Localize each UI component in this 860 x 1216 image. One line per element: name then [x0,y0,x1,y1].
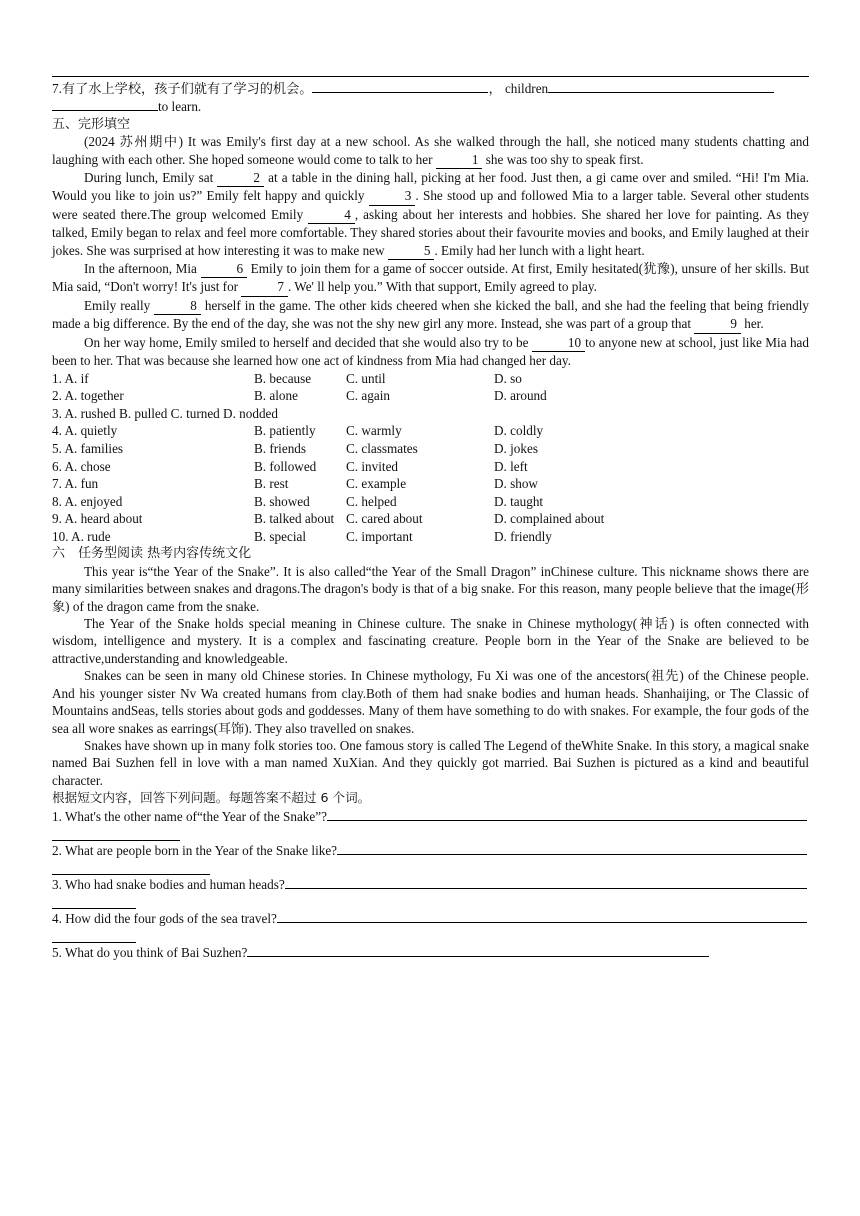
blank-number-7[interactable]: 7 [241,278,288,296]
instruction: 根据短文内容，回答下列问题。每题答案不超过 6 个词。 [52,790,371,806]
section-5-heading: 五、完形填空 [52,116,131,132]
blank-number-4[interactable]: 4 [308,206,355,224]
reading-paragraph: This year is“the Year of the Snake”. It is also called“the Year of the Small Dragon” inChinese culture. This nickname shows there are many similarities between snakes and dragons.The dragon's body is that of a big snake. For this reason, many people believe that the image(形象) of the dragon came from the snake. [52,563,809,614]
question-text: 5. What do you think of Bai Suzhen? [52,944,248,960]
option-cell: C. until [346,370,386,386]
blank-number-2[interactable]: 2 [217,169,264,187]
word-children: children [504,81,549,96]
answer-line[interactable] [247,943,709,957]
option-row [52,440,809,458]
option-cell: D. complained about [494,511,605,527]
paragraph-text: . She stood up and followed Mia to a larger table. Several other students were seated there.The group welcomed Emily [52,188,809,222]
blank-number-10[interactable]: 10 [532,334,585,352]
answer-line[interactable] [277,909,807,923]
cloze-paragraph [52,334,809,370]
option-cell: B. followed [254,458,317,474]
option-cell: B. alone [254,388,298,404]
paragraph-text: During lunch, Emily sat [84,170,218,186]
blank-number-9[interactable]: 9 [694,315,741,333]
option-cell: 2. A. together [52,388,124,404]
blank-number-1[interactable]: 1 [436,151,483,169]
option-cell: B. talked about [254,511,335,527]
paragraph-text: at a table in the dining hall, picking at her food. Just then, a gi came over and smiled. “Hi! I'm Mia. Would you like to join us?” Emily felt happy and quickly [52,170,809,204]
item-7-line2 [52,97,809,115]
option-row [52,493,809,511]
paragraph-text: Emily to join them for a game of soccer outside. At first, Emily hesitated(犹豫), unsure of her skills. But Mia said, “Don't worry! It's just for [52,261,809,295]
option-row [52,457,809,475]
answer-line[interactable] [327,807,807,821]
blank-number-6[interactable]: 6 [201,260,248,278]
option-cell: D. taught [494,493,544,509]
option-cell: C. invited [346,458,399,474]
option-cell: B. special [254,528,307,544]
option-cell: B. patiently [254,423,316,439]
paragraph-text: herself in the game. The other kids cheered when she kicked the ball, and she had the feeling that being friendly made a big difference. By the end of the day, she was not the shy new girl any more. Instead, she was part of a group that [52,297,809,332]
answer-line[interactable] [337,841,807,855]
option-cell: C. cared about [346,511,423,527]
question-text: 2. What are people born in the Year of the Snake like? [52,842,338,858]
option-cell: C. important [346,528,413,544]
option-cell: 6. A. chose [52,458,111,474]
blank-number-3[interactable]: 3 [369,187,416,205]
item-7-text: 7.有了水上学校，孩子们就有了学习的机会。 [52,81,313,96]
item-7 [52,79,809,97]
option-cell: B. because [254,370,312,386]
paragraph-text: , asking about her interests and hobbies. She shared her love for painting. As they talked, Emily began to relax and feel more comfortable. They shared stories about their favourite movies and books, and Emily laughed at their jokes. She was surprised at how interesting it was to make new [52,206,809,258]
paragraph-text: she was too shy to speak first. [482,151,644,167]
option-cell: C. helped [346,493,397,509]
paragraph-text: to anyone new at school, just like Mia had been to her. That was because she learned how one act of kindness from Mia had changed her day. [52,334,809,369]
option-cell: C. example [346,476,407,492]
question-3 [52,875,809,909]
option-cell: B. showed [254,493,310,509]
to-learn: to learn. [158,99,202,115]
paragraph-text: . Emily had her lunch with a light heart. [434,242,645,258]
option-cell: D. left [494,458,528,474]
cloze-paragraph [52,260,809,297]
question-5 [52,943,809,977]
questions-list [52,807,809,977]
question-4 [52,909,809,943]
answer-line[interactable] [285,875,807,889]
question-text: 3. Who had snake bodies and human heads? [52,876,285,892]
paragraph-text: On her way home, Emily smiled to herself and decided that she would also try to be [84,334,532,350]
option-cell: D. around [494,388,547,404]
option-cell: C. again [346,388,390,404]
option-cell: 3. A. rushed B. pulled C. turned D. nodded [52,405,278,421]
option-cell: D. so [494,370,522,386]
option-cell: B. friends [254,440,307,456]
answer-blank[interactable] [548,79,774,93]
paragraph-text: Emily really [84,297,155,313]
option-cell: B. rest [254,476,289,492]
option-cell: 4. A. quietly [52,423,118,439]
option-row [52,405,809,423]
answer-blank[interactable] [52,97,158,111]
option-cell: C. classmates [346,440,418,456]
question-2 [52,841,809,875]
reading-paragraph: Snakes can be seen in many old Chinese stories. In Chinese mythology, Fu Xi was one of the ancestors(祖先) of the Chinese people. And his younger sister Nv Wa created humans from clay.Both of them had snake bodies and human heads. Shanhaijing, or The Classic of Mountains andSeas, tells stories about gods and goddesses. Many of them have something to do with snakes. For example, the four gods of the sea all wore snakes as earrings(耳饰). They also travelled on snakes. [52,668,809,736]
cloze-passage [52,133,809,369]
option-cell: 1. A. if [52,370,89,386]
option-cell: 9. A. heard about [52,511,143,527]
blank-number-8[interactable]: 8 [154,297,201,315]
reading-paragraph: Snakes have shown up in many folk stories too. One famous story is called The Legend of theWhite Snake. In this story, a magical snake named Bai Suzhen fell in love with a man named XuXian. And they quickly got married. Bai Suzhen is pictured as a kind and beautiful character. [52,737,809,788]
paragraph-text: her. [740,316,764,332]
options-table [52,370,809,546]
question-text: 1. What's the other name of“the Year of the Snake”? [52,808,327,824]
reading-paragraph: The Year of the Snake holds special meaning in Chinese culture. The snake in Chinese mythology(神话) is often connected with wisdom, intelligence and mystery. It is a complex and fascinating creature. People born in the Year of the Snake are believed to be attractive,understanding and knowledgeable. [52,616,809,666]
option-cell: D. show [494,476,538,492]
cloze-paragraph [52,297,809,334]
document-page [52,76,809,977]
option-cell: 7. A. fun [52,476,99,492]
option-cell: C. warmly [346,423,402,439]
option-cell: 10. A. rude [52,528,111,544]
option-row [52,510,809,528]
option-row [52,422,809,440]
blank-number-5[interactable]: 5 [388,242,435,260]
paragraph-text: In the afternoon, Mia [84,261,201,277]
section-6-heading: 六 任务型阅读 热考内容传统文化 [52,546,252,562]
option-cell: D. jokes [494,440,538,456]
option-cell: 5. A. families [52,440,124,456]
paragraph-text: (2024 苏州期中) It was Emily's first day at a new school. As she walked through the hall, she noticed many students chatting and laughing with each other. She hoped someone would come to talk to her [52,134,809,167]
answer-blank[interactable] [312,79,488,93]
option-cell: 8. A. enjoyed [52,493,123,509]
question-1 [52,807,809,841]
reading-passage [52,563,809,789]
option-row [52,370,809,388]
option-cell: D. friendly [494,528,552,544]
paragraph-text: . We' ll help you.” With that support, Emily agreed to play. [287,279,597,295]
option-row [52,528,809,546]
cloze-paragraph [52,169,809,260]
option-row [52,387,809,405]
question-text: 4. How did the four gods of the sea travel? [52,910,277,926]
option-row [52,475,809,493]
cloze-paragraph [52,133,809,169]
comma: ， [488,81,502,96]
option-cell: D. coldly [494,423,544,439]
